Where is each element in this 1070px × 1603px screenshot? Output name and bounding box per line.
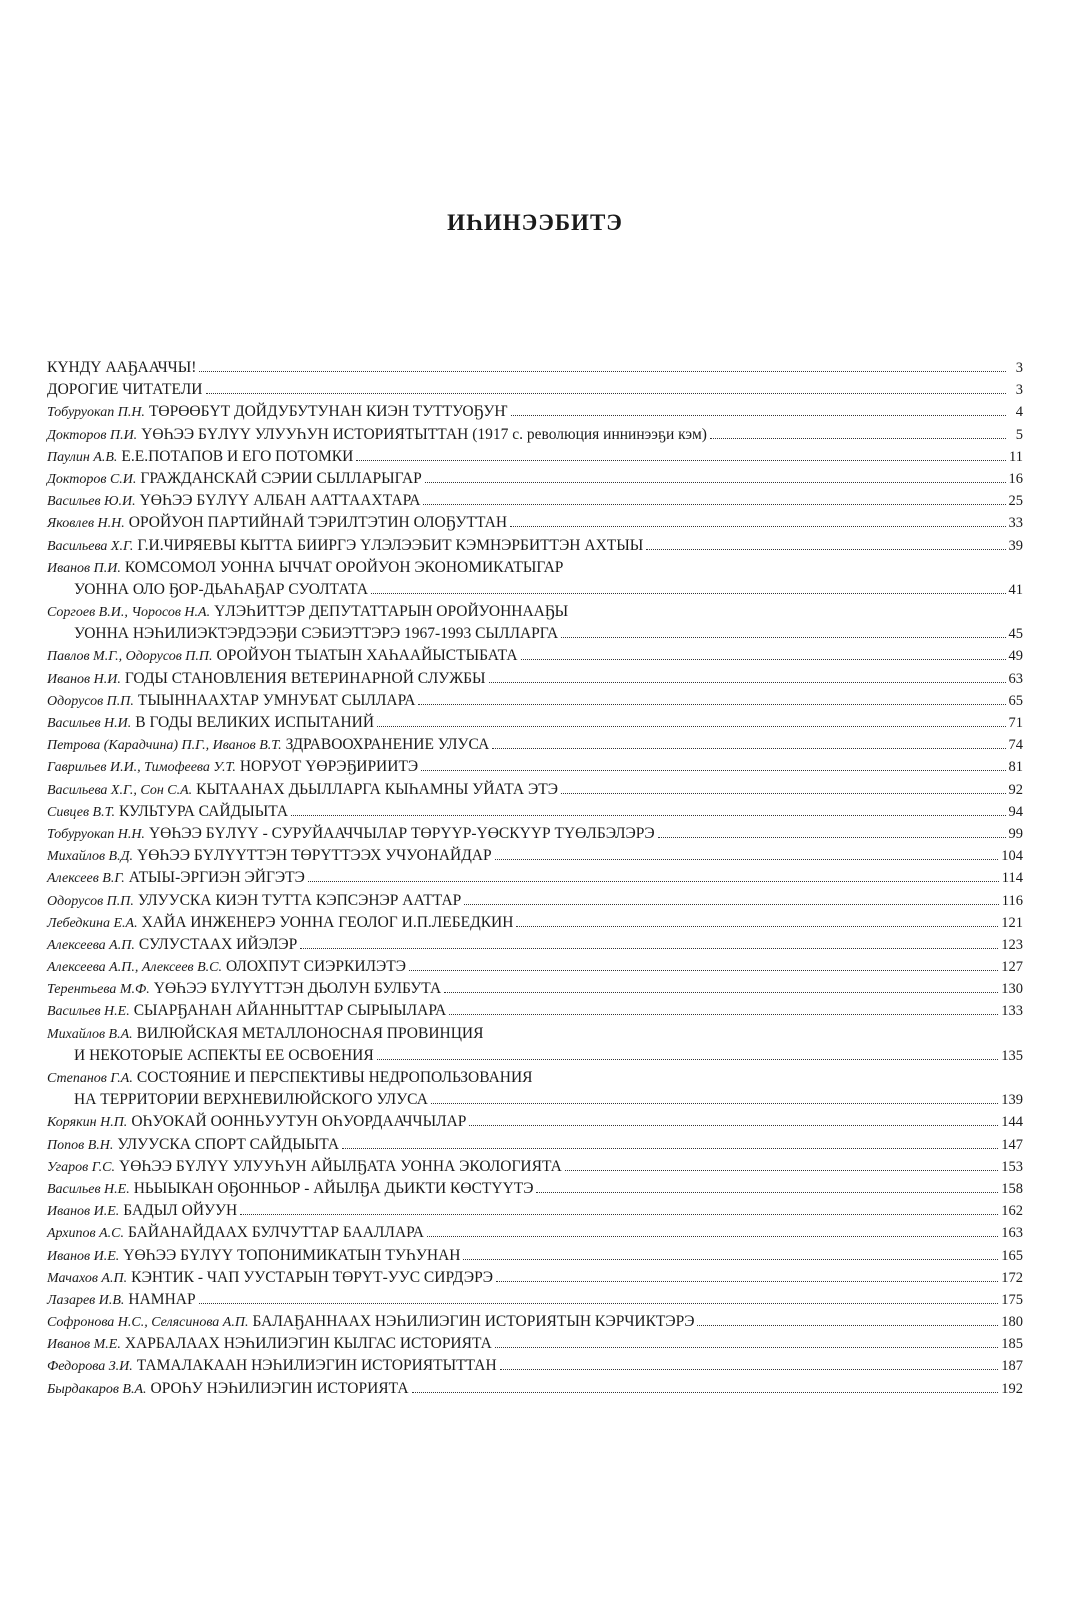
dot-leader bbox=[342, 1148, 998, 1149]
toc-entry-page-number: 65 bbox=[1008, 692, 1023, 709]
dot-leader bbox=[199, 1303, 999, 1304]
toc-entry bbox=[47, 978, 1023, 1000]
toc-entry bbox=[47, 557, 1023, 601]
toc-entry-title: УЛУУСКА КИЭН ТУТТА КЭПСЭНЭР ААТТАР bbox=[137, 891, 462, 909]
toc-entry bbox=[47, 1200, 1023, 1222]
toc-entry-author: Иванов М.Е. bbox=[47, 1337, 121, 1353]
dot-leader bbox=[300, 948, 998, 949]
toc-entry bbox=[47, 890, 1023, 912]
toc-entry-title: ХАЙА ИНЖЕНЕРЭ УОННА ГЕОЛОГ И.П.ЛЕБЕДКИН bbox=[141, 913, 514, 931]
toc-entry-page-number: 71 bbox=[1008, 715, 1023, 731]
toc-entry bbox=[47, 1178, 1023, 1200]
toc-entry-author: Лебедкина Е.А. bbox=[47, 915, 138, 931]
toc-entry-title: ҮӨҺЭЭ БҮЛҮҮТТЭН ТӨРҮТТЭЭХ УЧУОНАЙДАР bbox=[137, 847, 492, 865]
toc-entry bbox=[47, 712, 1023, 734]
dot-leader bbox=[464, 904, 999, 905]
toc-entry-page-number: 116 bbox=[1001, 892, 1023, 909]
toc-entry-author: Васильев Н.Е. bbox=[47, 1181, 130, 1197]
toc-entry-page-number: 94 bbox=[1008, 803, 1023, 820]
toc-entry-page-number: 130 bbox=[1001, 981, 1023, 998]
dot-leader bbox=[536, 1192, 998, 1193]
toc-entry-author: Михайлов В.Д. bbox=[47, 849, 134, 865]
dot-leader bbox=[496, 1281, 998, 1282]
toc-entry-author: Бырдакаров В.А. bbox=[47, 1381, 147, 1397]
toc-entry bbox=[47, 512, 1023, 534]
toc-entry-page-number: 49 bbox=[1008, 648, 1023, 665]
dot-leader bbox=[469, 1125, 998, 1126]
toc-entry-page-number: 180 bbox=[1001, 1314, 1023, 1331]
toc-entry-author: Степанов Г.А. bbox=[47, 1071, 133, 1086]
dot-leader bbox=[565, 1170, 998, 1171]
toc-entry bbox=[47, 601, 1023, 645]
toc-entry-title: ВИЛЮЙСКАЯ МЕТАЛЛОНОСНАЯ ПРОВИНЦИЯ bbox=[136, 1024, 484, 1042]
dot-leader bbox=[449, 1014, 998, 1015]
toc-entry bbox=[47, 490, 1023, 512]
dot-leader bbox=[423, 504, 1005, 505]
toc-entry-line bbox=[47, 1178, 1023, 1200]
toc-entry-page-number: 187 bbox=[1001, 1358, 1023, 1375]
toc-entry-author: Иванов Н.И. bbox=[47, 671, 121, 687]
toc-entry-author: Михайлов В.А. bbox=[47, 1026, 133, 1042]
toc-entry-author: Докторов П.И. bbox=[47, 427, 138, 443]
page-title: ИҺИНЭЭБИТЭ bbox=[447, 210, 623, 235]
toc-entry bbox=[47, 1023, 1023, 1067]
toc-entry-title: ЗДРАВООХРАНЕНИЕ УЛУСА bbox=[285, 736, 490, 754]
dot-leader bbox=[412, 1392, 999, 1393]
toc-entry-author: Иванов И.Е. bbox=[47, 1248, 120, 1264]
toc-entry-line bbox=[47, 668, 1023, 690]
toc-entry-author: Васильев Ю.И. bbox=[47, 494, 136, 510]
toc-entry-line bbox=[47, 956, 1023, 978]
toc-entry bbox=[47, 1134, 1023, 1156]
dot-leader bbox=[463, 1259, 998, 1260]
toc-entry-author: Докторов С.И. bbox=[47, 471, 137, 487]
toc-entry bbox=[47, 1000, 1023, 1022]
toc-entry bbox=[47, 446, 1023, 468]
toc-entry bbox=[47, 734, 1023, 756]
toc-entry-line bbox=[47, 734, 1023, 756]
toc-entry bbox=[47, 690, 1023, 712]
toc-entry bbox=[47, 867, 1023, 889]
toc-entry-page-number: 192 bbox=[1001, 1380, 1023, 1397]
toc-entry-author: Соргоев В.И., Чоросов Н.А. bbox=[47, 605, 211, 621]
toc-entry-line bbox=[47, 890, 1023, 912]
toc-entry-author: Васильева Х.Г., Сон С.А. bbox=[47, 782, 193, 798]
toc-entry-line bbox=[47, 690, 1023, 712]
toc-entry-author: Павлов М.Г., Одорусов П.П. bbox=[47, 649, 213, 665]
toc-entry-title: БАЛАҔАННААХ НЭҺИЛИЭГИН ИСТОРИЯТЫН КЭРЧИКТЭРЭ bbox=[252, 1313, 695, 1331]
toc-entry-line bbox=[47, 712, 1023, 734]
toc-entry bbox=[47, 379, 1023, 401]
toc-entry-author: Васильев Н.И. bbox=[47, 716, 132, 731]
toc-entry-author: Тобуруокап Н.Н. bbox=[47, 826, 145, 842]
toc-entry-page-number: 5 bbox=[1015, 426, 1023, 443]
toc-entry-title: Г.И.ЧИРЯЕВЫ КЫТТА БИИРГЭ ҮЛЭЛЭЭБИТ КЭМНЭРБИТТЭН АХТЫЫ bbox=[137, 536, 644, 554]
toc-entry-page-number: 165 bbox=[1001, 1247, 1023, 1264]
toc-entry bbox=[47, 1289, 1023, 1311]
dot-leader bbox=[431, 1103, 998, 1104]
dot-leader bbox=[377, 726, 1005, 727]
toc-entry-line bbox=[47, 779, 1023, 801]
toc-entry-title: ОРОҺУ НЭҺИЛИЭГИН ИСТОРИЯТА bbox=[150, 1379, 409, 1397]
toc-entry-line bbox=[47, 1156, 1023, 1178]
toc-entry-title: НОРУОТ ҮӨРЭҔИРИИТЭ bbox=[239, 758, 419, 776]
toc-entry-title: КЭНТИК - ЧАП УУСТАРЫН ТӨРҮТ-УУС СИРДЭРЭ bbox=[131, 1268, 493, 1286]
toc-entry-line bbox=[47, 1355, 1023, 1377]
toc-entry-title-continuation: УОННА ОЛО ҔОР-ДЬАҺАҔАР СУОЛТАТА bbox=[74, 580, 369, 598]
toc-entry-page-number: 104 bbox=[1001, 848, 1023, 865]
toc-entry-line bbox=[47, 490, 1023, 512]
toc-entry-title: ГРАЖДАНСКАЙ СЭРИИ СЫЛЛАРЫГАР bbox=[140, 469, 422, 487]
toc-entry-title: ОҺУОКАЙ ООННЬУУТУН ОҺУОРДААЧЧЫЛАР bbox=[131, 1113, 467, 1131]
toc-entry-page-number: 92 bbox=[1008, 781, 1023, 798]
toc-entry-page-number: 133 bbox=[1001, 1003, 1023, 1020]
dot-leader bbox=[356, 460, 1006, 461]
toc-entry bbox=[47, 1222, 1023, 1244]
toc-entry-line bbox=[47, 801, 1023, 823]
toc-entry bbox=[47, 535, 1023, 557]
toc-entry-page-number: 162 bbox=[1001, 1203, 1023, 1220]
toc-entry-line bbox=[47, 512, 1023, 534]
toc-entry-title: ҮӨҺЭЭ БҮЛҮҮ - СУРУЙААЧЧЫЛАР ТӨРҮҮР-ҮӨСКҮҮР ТҮӨЛБЭЛЭРЭ bbox=[148, 824, 655, 842]
toc-entry-author: Васильев Н.Е. bbox=[47, 1004, 130, 1020]
toc-entry-line bbox=[47, 1067, 1023, 1089]
dot-leader bbox=[421, 770, 1005, 771]
toc-entry bbox=[47, 1333, 1023, 1355]
toc-entry bbox=[47, 1156, 1023, 1178]
toc-entry-line bbox=[47, 934, 1023, 956]
toc-entry-title: ҮӨҺЭЭ БҮЛҮҮ УЛУУҺУН ИСТОРИЯТЫТТАН (1917 с. революция иннинээҕи кэм) bbox=[141, 425, 707, 443]
toc-entry bbox=[47, 1311, 1023, 1333]
toc-entry-author: Паулин А.В. bbox=[47, 449, 118, 465]
toc-entry bbox=[47, 912, 1023, 934]
dot-leader bbox=[511, 415, 1006, 416]
toc-entry-line bbox=[47, 535, 1023, 557]
toc-entry-author: Сивцев В.Т. bbox=[47, 804, 116, 820]
toc-entry-line bbox=[47, 1267, 1023, 1289]
toc-entry-line bbox=[47, 379, 1023, 401]
toc-entry-page-number: 127 bbox=[1001, 959, 1023, 976]
toc-entry-line bbox=[47, 756, 1023, 778]
toc-entry-line bbox=[47, 446, 1023, 468]
dot-leader bbox=[409, 970, 998, 971]
dot-leader bbox=[521, 659, 1006, 660]
dot-leader bbox=[495, 859, 999, 860]
toc-entry-page-number: 135 bbox=[1001, 1047, 1023, 1064]
toc-entry bbox=[47, 845, 1023, 867]
toc-entry-line bbox=[47, 1000, 1023, 1022]
toc-entry-author: Васильева Х.Г. bbox=[47, 538, 134, 554]
toc-entry-line bbox=[47, 823, 1023, 845]
toc-entry-title: НАМНАР bbox=[128, 1290, 196, 1308]
toc-entry-title: ҮӨҺЭЭ БҮЛҮҮ АЛБАН ААТТААХТАРА bbox=[139, 492, 421, 510]
toc-entry-line bbox=[47, 1111, 1023, 1133]
toc-entry-title: НЬЫЫКАН ОҔОННЬОР - АЙЫЛҔА ДЬИКТИ КӨСТҮҮТЭ bbox=[133, 1179, 534, 1197]
toc-entry-title: ОЛОХПУТ СИЭРКИЛЭТЭ bbox=[226, 958, 406, 976]
toc-entry-title: АТЫЫ-ЭРГИЭН ЭЙГЭТЭ bbox=[128, 869, 305, 887]
toc-entry-author: Мачахов А.П. bbox=[47, 1270, 128, 1286]
toc-entry-author: Алексеева А.П. bbox=[47, 937, 135, 953]
toc-entry-line bbox=[47, 357, 1023, 379]
dot-leader bbox=[425, 482, 1006, 483]
toc-entry-line bbox=[47, 645, 1023, 667]
dot-leader bbox=[697, 1325, 998, 1326]
toc-entry bbox=[47, 934, 1023, 956]
toc-entry-continuation-line bbox=[47, 579, 1023, 601]
toc-entry-continuation-line bbox=[47, 1089, 1023, 1111]
toc-entry-author: Одорусов П.П. bbox=[47, 693, 134, 709]
dot-leader bbox=[710, 438, 1006, 439]
toc-entry-page-number: 175 bbox=[1001, 1291, 1023, 1308]
toc-entry-continuation-line bbox=[47, 1045, 1023, 1067]
dot-leader bbox=[561, 637, 1005, 638]
toc-entry-author: Яковлев Н.Н. bbox=[47, 516, 125, 532]
toc-entry bbox=[47, 1355, 1023, 1377]
toc-entry-author: Федорова З.И. bbox=[47, 1359, 133, 1375]
toc-entry-author: Петрова (Карадчина) П.Г., Иванов В.Т. bbox=[47, 738, 282, 754]
toc-entry bbox=[47, 1267, 1023, 1289]
toc-entry-line bbox=[47, 468, 1023, 490]
toc-entry-page-number: 163 bbox=[1001, 1225, 1023, 1242]
toc-entry-title: БАЙАНАЙДААХ БУЛЧУТТАР БААЛЛАРА bbox=[127, 1224, 424, 1242]
toc-entry-page-number: 158 bbox=[1001, 1180, 1023, 1197]
toc-entry-title: ГОДЫ СТАНОВЛЕНИЯ ВЕТЕРИНАРНОЙ СЛУЖБЫ bbox=[124, 669, 486, 687]
dot-leader bbox=[418, 704, 1005, 705]
toc-entry-line bbox=[47, 1023, 1023, 1045]
toc-entry bbox=[47, 1067, 1023, 1111]
toc-entry bbox=[47, 1245, 1023, 1267]
toc-entry-page-number: 63 bbox=[1008, 670, 1023, 687]
toc-entry-page-number: 25 bbox=[1008, 493, 1023, 510]
toc-entry-page-number: 3 bbox=[1015, 382, 1023, 399]
dot-leader bbox=[516, 926, 998, 927]
toc-entry-line bbox=[47, 1333, 1023, 1355]
toc-entry-title: ТӨРӨӨБҮТ ДОЙДУБУТУНАН КИЭН ТУТТУОҔУҤ bbox=[148, 403, 508, 421]
toc-entry-line bbox=[47, 845, 1023, 867]
toc-entry bbox=[47, 668, 1023, 690]
dot-leader bbox=[489, 682, 1006, 683]
toc-entry bbox=[47, 645, 1023, 667]
dot-leader bbox=[371, 593, 1005, 594]
dot-leader bbox=[510, 526, 1005, 527]
toc-entry-title: УЛУУСКА СПОРТ САЙДЫЫТА bbox=[117, 1135, 340, 1153]
toc-entry bbox=[47, 956, 1023, 978]
toc-entry-page-number: 121 bbox=[1001, 914, 1023, 931]
toc-entry-title: БАДЫЛ ОЙУУН bbox=[123, 1202, 238, 1220]
toc-entry-line bbox=[47, 557, 1023, 579]
toc-entry-line bbox=[47, 1311, 1023, 1333]
toc-entry-line bbox=[47, 912, 1023, 934]
toc-entry bbox=[47, 801, 1023, 823]
toc-entry-title: СОСТОЯНИЕ И ПЕРСПЕКТИВЫ НЕДРОПОЛЬЗОВАНИЯ bbox=[136, 1069, 533, 1086]
toc-entry-title: КУЛЬТУРА САЙДЫЫТА bbox=[119, 802, 289, 820]
toc-entry-title: ҮӨҺЭЭ БҮЛҮҮ ТОПОНИМИКАТЫН ТУҺУНАН bbox=[123, 1246, 461, 1264]
toc-entry-title: В ГОДЫ ВЕЛИКИХ ИСПЫТАНИЙ bbox=[135, 714, 375, 731]
toc-entry-page-number: 144 bbox=[1001, 1114, 1023, 1131]
toc-entry-title: ДОРОГИЕ ЧИТАТЕЛИ bbox=[47, 381, 203, 399]
dot-leader bbox=[427, 1236, 998, 1237]
toc-entry-author: Попов В.Н. bbox=[47, 1137, 114, 1153]
toc-entry-line bbox=[47, 401, 1023, 423]
dot-leader bbox=[495, 1347, 998, 1348]
toc-entry-line bbox=[47, 867, 1023, 889]
table-of-contents bbox=[47, 357, 1023, 1400]
toc-entry-page-number: 33 bbox=[1008, 515, 1023, 532]
toc-entry bbox=[47, 1111, 1023, 1133]
toc-entry-title: ҮЛЭҺИТТЭР ДЕПУТАТТАРЫН ОРОЙУОННААҔЫ bbox=[214, 603, 569, 621]
toc-entry-title: ТЫЫННААХТАР УМНУБАТ СЫЛЛАРА bbox=[137, 691, 416, 709]
toc-entry-title: ҮӨҺЭЭ БҮЛҮҮТТЭН ДЬОЛУН БУЛБУТА bbox=[153, 980, 442, 998]
toc-entry-title: КОМСОМОЛ УОННА ЫЧЧАТ ОРОЙУОН ЭКОНОМИКАТЫГАР bbox=[124, 558, 564, 576]
toc-entry-page-number: 39 bbox=[1008, 537, 1023, 554]
toc-entry bbox=[47, 779, 1023, 801]
toc-entry-title: ХАРБАЛААХ НЭҺИЛИЭГИН КЫЛГАС ИСТОРИЯТА bbox=[124, 1335, 492, 1353]
toc-entry-continuation-line bbox=[47, 623, 1023, 645]
toc-entry-page-number: 41 bbox=[1008, 581, 1023, 598]
toc-entry-title: СУЛУСТААХ ИЙЭЛЭР bbox=[138, 935, 298, 953]
dot-leader bbox=[291, 815, 1005, 816]
toc-entry-title: Е.Е.ПОТАПОВ И ЕГО ПОТОМКИ bbox=[121, 447, 354, 465]
toc-entry-page-number: 16 bbox=[1008, 470, 1023, 487]
toc-entry-author: Терентьева М.Ф. bbox=[47, 982, 150, 998]
toc-entry-title-continuation: НА ТЕРРИТОРИИ ВЕРХНЕВИЛЮЙСКОГО УЛУСА bbox=[74, 1091, 428, 1109]
toc-entry-page-number: 45 bbox=[1008, 626, 1023, 643]
toc-entry-line bbox=[47, 1289, 1023, 1311]
toc-entry-line bbox=[47, 1200, 1023, 1222]
toc-entry-title: СЫАРҔАНАН АЙАННЫТТАР СЫРЫЫЛАРА bbox=[133, 1002, 447, 1020]
toc-entry-author: Архипов А.С. bbox=[47, 1226, 124, 1242]
dot-leader bbox=[492, 748, 1005, 749]
dot-leader bbox=[561, 793, 1006, 794]
toc-entry-author: Иванов И.Е. bbox=[47, 1204, 120, 1220]
toc-entry-author: Алексеев В.Г. bbox=[47, 871, 125, 887]
toc-entry-author: Гаврильев И.И., Тимофеева У.Т. bbox=[47, 760, 236, 776]
toc-entry-line bbox=[47, 1378, 1023, 1400]
toc-entry-page-number: 185 bbox=[1001, 1336, 1023, 1353]
toc-entry-title: ОРОЙУОН ТЫАТЫН ХАҺААЙЫСТЫБАТА bbox=[216, 647, 518, 665]
dot-leader bbox=[240, 1214, 998, 1215]
toc-entry-author: Лазарев И.В. bbox=[47, 1292, 125, 1308]
toc-entry-title: КҮНДҮ ААҔААЧЧЫ! bbox=[47, 359, 197, 376]
toc-entry-author: Алексеева А.П., Алексеев В.С. bbox=[47, 960, 222, 976]
toc-entry-page-number: 11 bbox=[1009, 448, 1023, 465]
dot-leader bbox=[206, 393, 1007, 394]
toc-entry-page-number: 81 bbox=[1008, 759, 1023, 776]
dot-leader bbox=[377, 1059, 999, 1060]
dot-leader bbox=[308, 881, 999, 882]
toc-entry-page-number: 153 bbox=[1001, 1158, 1023, 1175]
toc-entry-page-number: 147 bbox=[1001, 1136, 1023, 1153]
toc-entry-line bbox=[47, 1134, 1023, 1156]
toc-entry-title: КЫТААНАХ ДЬЫЛЛАРГА КЫҺАМНЫ УЙАТА ЭТЭ bbox=[196, 780, 558, 798]
dot-leader bbox=[658, 837, 1006, 838]
toc-entry-line bbox=[47, 1222, 1023, 1244]
toc-entry-line bbox=[47, 601, 1023, 623]
dot-leader bbox=[646, 549, 1005, 550]
toc-entry bbox=[47, 756, 1023, 778]
toc-entry bbox=[47, 1378, 1023, 1400]
toc-entry bbox=[47, 823, 1023, 845]
toc-entry-author: Тобуруокап П.Н. bbox=[47, 405, 145, 421]
toc-entry-page-number: 99 bbox=[1008, 825, 1023, 842]
toc-entry-author: Одорусов П.П. bbox=[47, 893, 134, 909]
toc-entry-page-number: 172 bbox=[1001, 1269, 1023, 1286]
toc-entry bbox=[47, 401, 1023, 423]
toc-entry bbox=[47, 424, 1023, 446]
toc-entry-title-continuation: И НЕКОТОРЫЕ АСПЕКТЫ ЕЕ ОСВОЕНИЯ bbox=[74, 1046, 374, 1064]
dot-leader bbox=[199, 371, 1006, 372]
toc-entry-author: Иванов П.И. bbox=[47, 560, 121, 576]
toc-entry-page-number: 3 bbox=[1015, 360, 1023, 376]
toc-entry-author: Угаров Г.С. bbox=[47, 1159, 116, 1175]
toc-entry-author: Корякин Н.П. bbox=[47, 1115, 128, 1131]
dot-leader bbox=[444, 992, 998, 993]
toc-entry-page-number: 123 bbox=[1001, 936, 1023, 953]
toc-entry bbox=[47, 468, 1023, 490]
toc-entry-title: ТАМАЛАКААН НЭҺИЛИЭГИН ИСТОРИЯТЫТТАН bbox=[136, 1357, 497, 1375]
toc-entry bbox=[47, 357, 1023, 379]
toc-entry-line bbox=[47, 1245, 1023, 1267]
toc-entry-page-number: 74 bbox=[1008, 737, 1023, 754]
toc-entry-title: ҮӨҺЭЭ БҮЛҮҮ УЛУУҺУН АЙЫЛҔАТА УОННА ЭКОЛОГИЯТА bbox=[119, 1157, 562, 1175]
toc-entry-title-continuation: УОННА НЭҺИЛИЭКТЭРДЭЭҔИ СЭБИЭТТЭРЭ 1967-1993 СЫЛЛАРГА bbox=[74, 625, 559, 643]
toc-entry-author: Софронова Н.С., Селясинова А.П. bbox=[47, 1315, 249, 1331]
toc-entry-line bbox=[47, 978, 1023, 1000]
toc-entry-line bbox=[47, 424, 1023, 446]
toc-entry-page-number: 139 bbox=[1001, 1092, 1023, 1109]
toc-entry-page-number: 114 bbox=[1001, 870, 1023, 887]
toc-entry-title: ОРОЙУОН ПАРТИЙНАЙ ТЭРИЛТЭТИН ОЛОҔУТТАН bbox=[128, 514, 508, 532]
toc-entry-page-number: 4 bbox=[1015, 404, 1023, 421]
dot-leader bbox=[500, 1369, 999, 1370]
